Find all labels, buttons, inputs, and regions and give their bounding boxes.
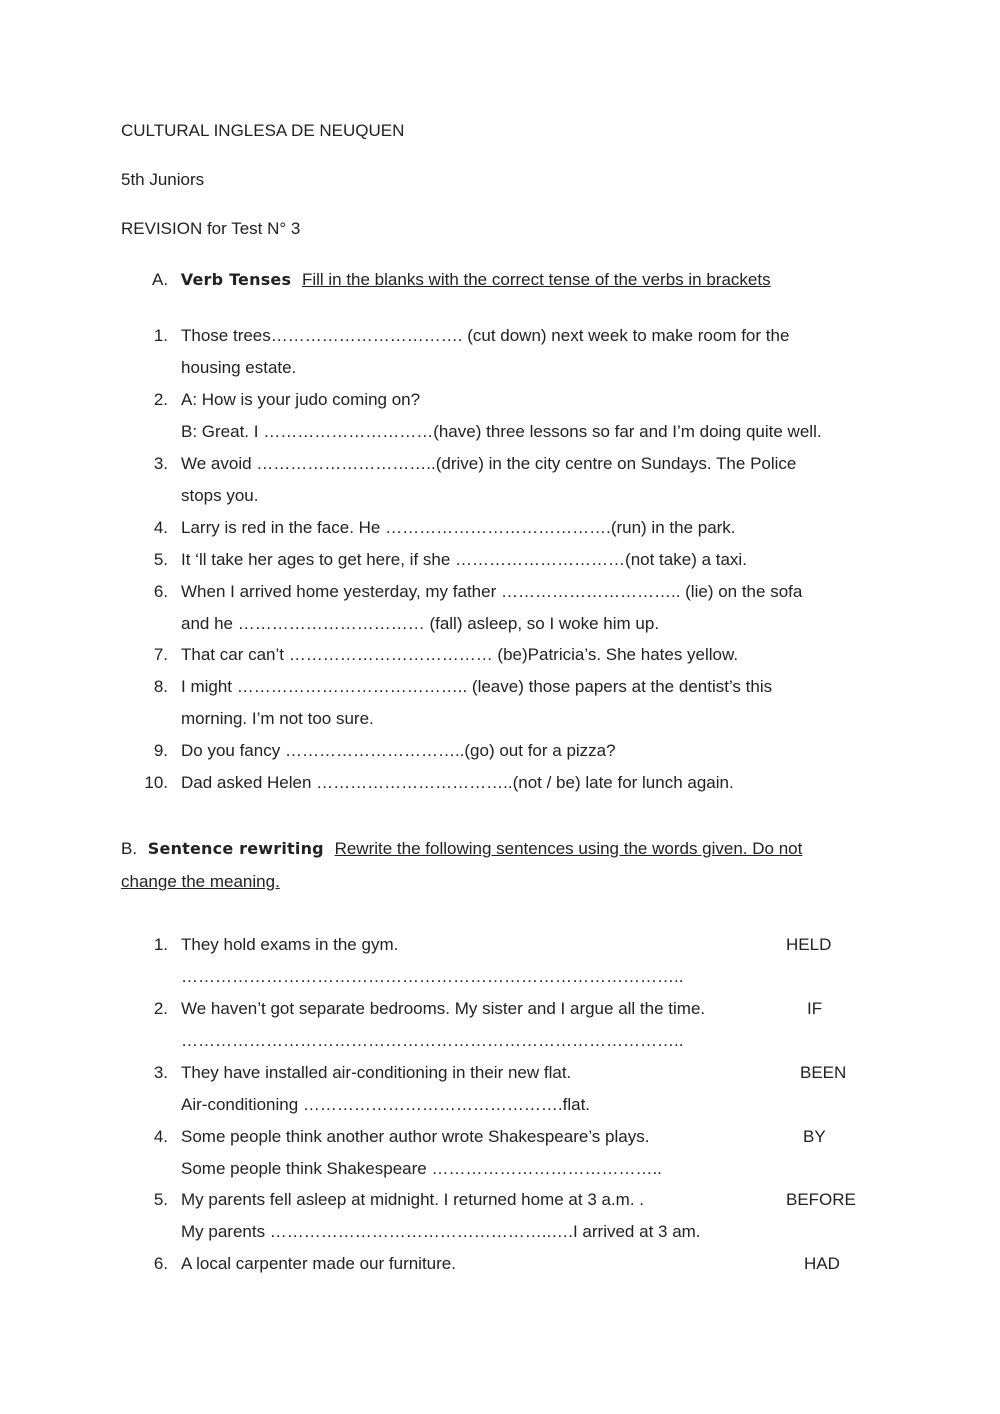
item-number: 5. [153,1190,168,1209]
answer-line: Some people think Shakespeare ………………………………….. [181,1159,662,1178]
rewrite-sentence: They have installed air-conditioning in their new flat. [181,1063,572,1082]
item-number: 3. [153,454,168,473]
section-b-instruction: Rewrite the following sentences using the words given. Do not [334,839,803,858]
list-item: We avoid …………………………..(drive) in the city centre on Sundays. The Police [181,454,797,473]
keyword: HELD [786,935,832,954]
item-number: 3. [153,1063,168,1082]
list-item-continuation: B: Great. I …………………………(have) three lessons so far and I’m doing quite well. [181,422,822,441]
rewrite-sentence: A local carpenter made our furniture. [181,1254,456,1273]
keyword: HAD [804,1254,840,1273]
list-item: It ‘ll take her ages to get here, if she …………………………(not take) a taxi. [181,550,747,569]
item-number: 2. [153,390,168,409]
list-item: Do you fancy …………………………..(go) out for a pizza? [181,741,616,760]
item-number: 5. [153,550,168,569]
list-item: A: How is your judo coming on? [181,390,421,409]
list-item-continuation: housing estate. [181,358,297,377]
answer-line: …………………………………………………………………………….. [181,1031,684,1050]
item-number: 6. [153,582,168,601]
section-a-heading: Verb Tenses [180,270,292,289]
rewrite-sentence: Some people think another author wrote Shakespeare’s plays. [181,1127,650,1146]
section-b-heading: Sentence rewriting [147,839,324,858]
item-number: 1. [153,326,168,345]
answer-line: Air-conditioning ……………………………………….flat. [181,1095,591,1114]
list-item-continuation: and he …………………………… (fall) asleep, so I woke him up. [181,614,660,633]
item-number: 7. [153,645,168,664]
item-number: 10. [144,773,168,792]
section-b-instruction-continued: change the meaning. [121,872,280,891]
list-item-continuation: morning. I’m not too sure. [181,709,374,728]
document-title: REVISION for Test N° 3 [121,219,301,238]
answer-line: …………………………………………………………………………….. [181,967,684,986]
section-b-header [121,839,802,859]
item-number: 1. [153,935,168,954]
item-number: 8. [153,677,168,696]
section-a-instruction: Fill in the blanks with the correct tense of the verbs in brackets [301,270,771,289]
list-item: Dad asked Helen ……………………………..(not / be) late for lunch again. [181,773,734,792]
list-item: Those trees……………………………. (cut down) next week to make room for the [181,326,790,345]
list-item-continuation: stops you. [181,486,259,505]
section-a-letter: A. [152,270,169,289]
keyword: BY [803,1127,826,1146]
rewrite-sentence: They hold exams in the gym. [181,935,399,954]
section-b-letter: B. [121,839,138,858]
item-number: 4. [153,1127,168,1146]
keyword: IF [807,999,823,1018]
answer-line: My parents …………………………………………..….I arrived at 3 am. [181,1222,701,1241]
list-item: I might ………………………………….. (leave) those papers at the dentist’s this [181,677,773,696]
class-level: 5th Juniors [121,170,205,189]
item-number: 6. [153,1254,168,1273]
section-a-header [152,270,771,290]
item-number: 2. [153,999,168,1018]
item-number: 4. [153,518,168,537]
keyword: BEFORE [786,1190,856,1209]
list-item: When I arrived home yesterday, my father ………………………….. (lie) on the sofa [181,582,803,601]
rewrite-sentence: My parents fell asleep at midnight. I returned home at 3 a.m. . [181,1190,645,1209]
school-name: CULTURAL INGLESA DE NEUQUEN [121,121,405,140]
rewrite-sentence: We haven’t got separate bedrooms. My sister and I argue all the time. [181,999,706,1018]
list-item: That car can’t ……………………………… (be)Patricia’s. She hates yellow. [181,645,739,664]
list-item: Larry is red in the face. He ………………………………….(run) in the park. [181,518,736,537]
item-number: 9. [153,741,168,760]
keyword: BEEN [800,1063,847,1082]
